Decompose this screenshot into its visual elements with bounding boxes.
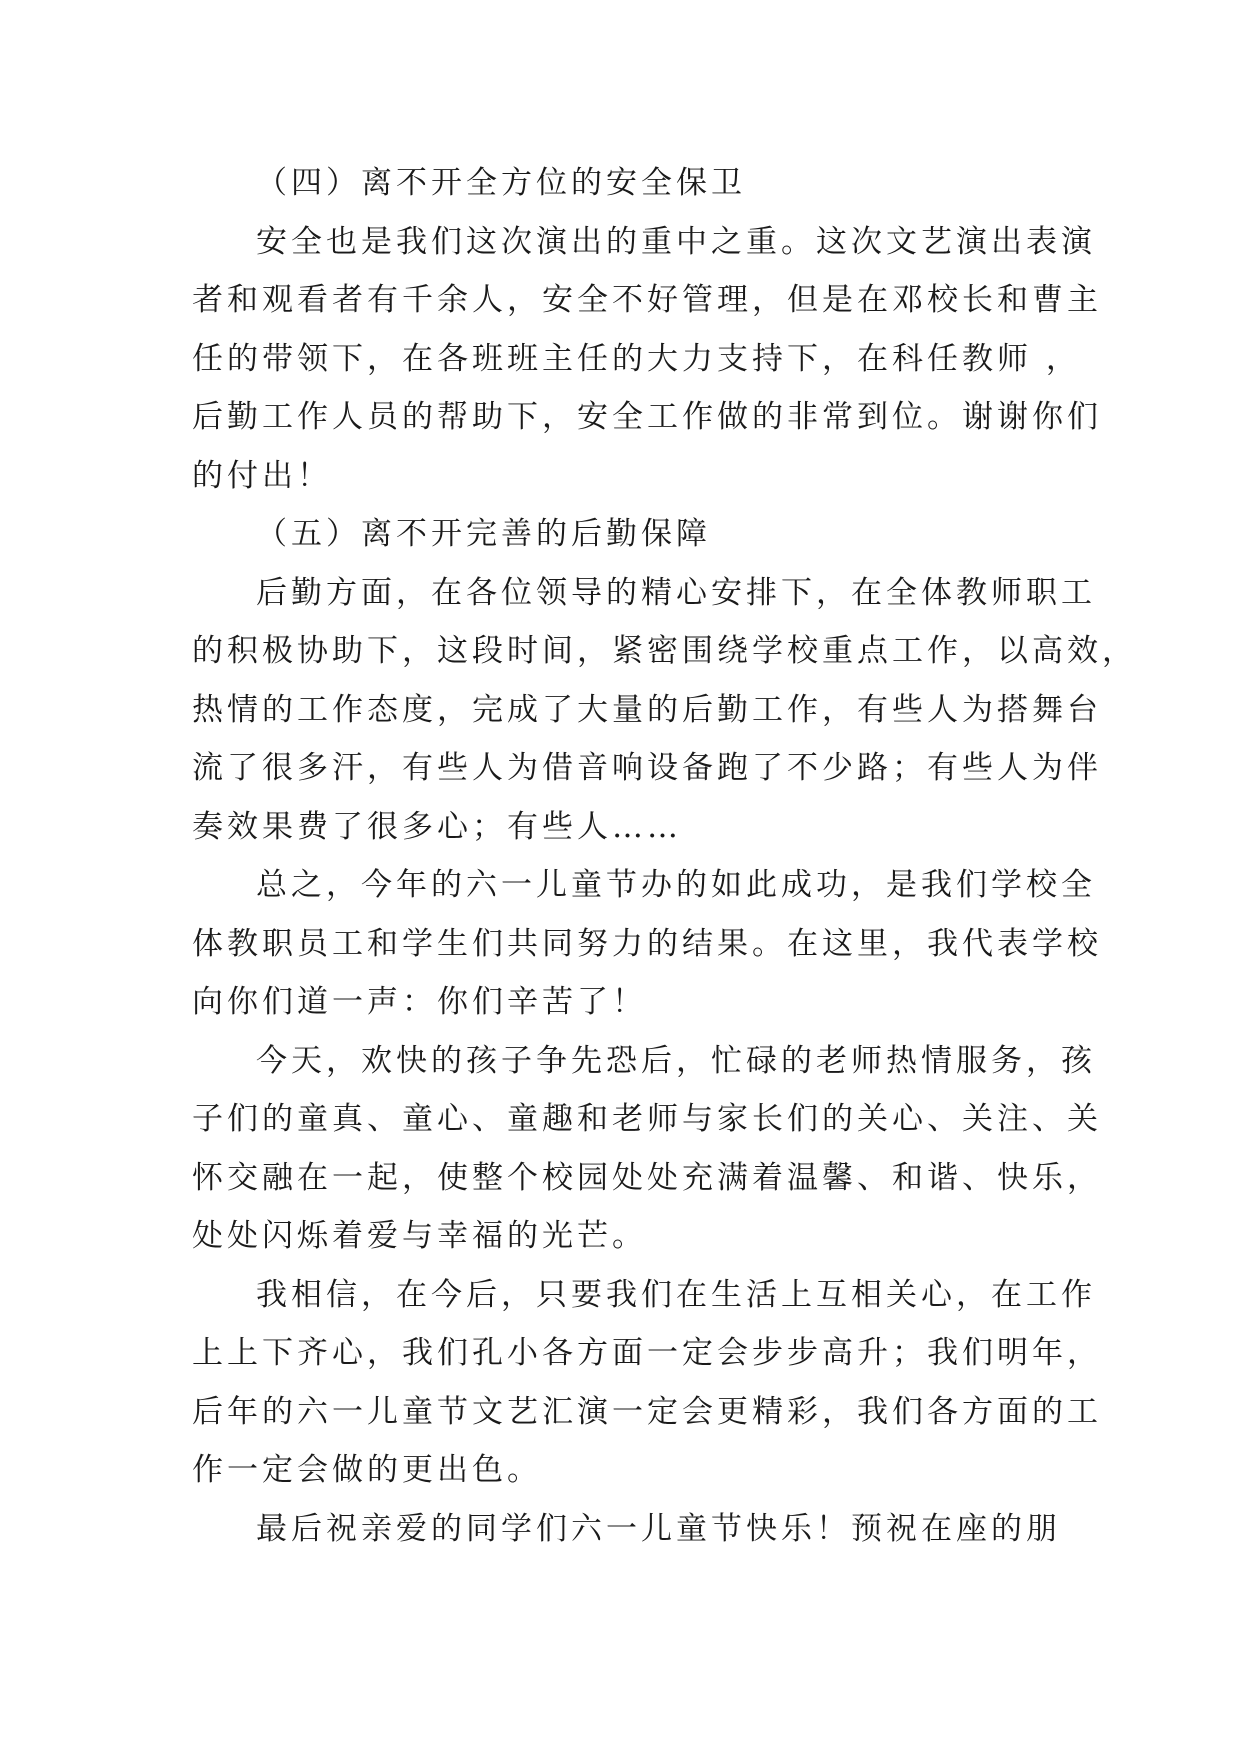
paragraph-line: 的付出！ [192,457,332,494]
paragraph-line: 总之，今年的六一儿童节办的如此成功，是我们学校全 [256,867,1096,903]
document-body [192,154,1137,1558]
paragraph-line: 奏效果费了很多心；有些人…… [192,808,682,845]
paragraph-line: 安全也是我们这次演出的重中之重。这次文艺演出表演 [256,223,1096,260]
paragraph-line: 任的带领下，在各班班主任的大力支持下，在科任教师 ， [192,340,1081,377]
paragraph-line: 的积极协助下，这段时间，紧密围绕学校重点工作，以高效， [192,633,1137,669]
paragraph-line: 作一定会做的更出色。 [192,1452,542,1488]
paragraph-line: 流了很多汗，有些人为借音响设备跑了不少路；有些人为伴 [192,750,1102,786]
paragraph-line: 后勤工作人员的帮助下，安全工作做的非常到位。谢谢你们 [192,399,1102,435]
paragraph-line: 热情的工作态度，完成了大量的后勤工作，有些人为搭舞台 [192,691,1102,728]
paragraph-line: 最后祝亲爱的同学们六一儿童节快乐！预祝在座的朋 [256,1510,1061,1547]
paragraph-line: 后年的六一儿童节文艺汇演一定会更精彩，我们各方面的工 [192,1393,1102,1430]
paragraph-line: 向你们道一声：你们辛苦了！ [192,984,647,1020]
paragraph-line: 体教职员工和学生们共同努力的结果。在这里，我代表学校 [192,925,1102,962]
paragraph-line: 处处闪烁着爱与幸福的光芒。 [192,1218,647,1254]
section-heading-four: （四）离不开全方位的安全保卫 [256,165,746,201]
paragraph-line: 怀交融在一起，使整个校园处处充满着温馨、和谐、快乐， [192,1159,1102,1196]
paragraph-line: 上上下齐心，我们孔小各方面一定会步步高升；我们明年， [192,1335,1102,1371]
paragraph-line: 我相信，在今后，只要我们在生活上互相关心，在工作 [256,1276,1096,1313]
paragraph-line: 后勤方面，在各位领导的精心安排下，在全体教师职工 [256,574,1096,611]
paragraph-line: 今天，欢快的孩子争先恐后，忙碌的老师热情服务，孩 [256,1042,1096,1079]
section-heading-five: （五）离不开完善的后勤保障 [256,516,711,552]
paragraph-line: 子们的童真、童心、童趣和老师与家长们的关心、关注、关 [192,1101,1102,1137]
paragraph-line: 者和观看者有千余人，安全不好管理，但是在邓校长和曹主 [192,282,1102,318]
